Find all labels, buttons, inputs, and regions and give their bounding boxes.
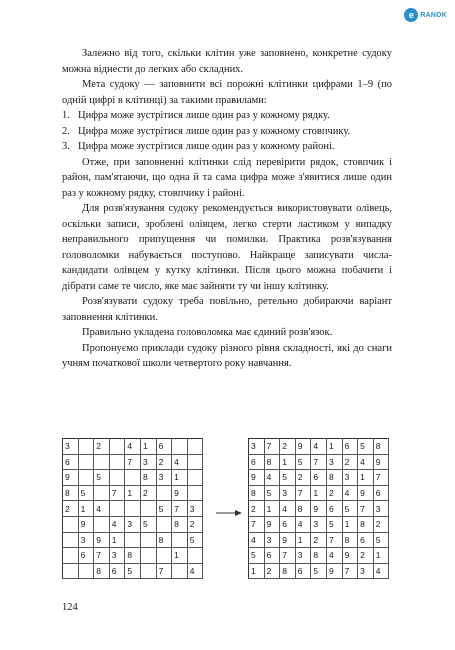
sudoku-cell: 8 <box>264 454 280 470</box>
sudoku-cell <box>78 454 94 470</box>
sudoku-cell: 1 <box>311 485 327 501</box>
rule-item <box>62 124 392 140</box>
sudoku-cell: 2 <box>63 501 79 517</box>
sudoku-cell: 2 <box>249 501 265 517</box>
sudoku-cell: 2 <box>264 563 280 579</box>
sudoku-cell: 4 <box>264 470 280 486</box>
sudoku-cell: 8 <box>140 470 156 486</box>
sudoku-cell <box>125 501 141 517</box>
sudoku-cell: 8 <box>172 516 188 532</box>
sudoku-cell: 4 <box>358 454 374 470</box>
sudoku-row <box>249 454 389 470</box>
sudoku-cell: 5 <box>342 501 358 517</box>
sudoku-cell: 7 <box>109 485 125 501</box>
sudoku-cell <box>187 485 203 501</box>
sudoku-cell: 2 <box>187 516 203 532</box>
sudoku-cell: 1 <box>249 563 265 579</box>
sudoku-row <box>249 563 389 579</box>
sudoku-cell: 2 <box>373 516 389 532</box>
sudoku-cell: 8 <box>326 470 342 486</box>
sudoku-cell: 4 <box>373 563 389 579</box>
sudoku-cell: 6 <box>249 454 265 470</box>
sudoku-cell <box>187 470 203 486</box>
sudoku-row <box>249 485 389 501</box>
sudoku-cell: 8 <box>94 563 110 579</box>
sudoku-cell: 9 <box>280 532 296 548</box>
sudoku-cell <box>172 439 188 455</box>
sudoku-cell: 8 <box>63 485 79 501</box>
sudoku-cell: 6 <box>295 563 311 579</box>
sudoku-cell: 7 <box>249 516 265 532</box>
sudoku-cell <box>78 563 94 579</box>
sudoku-cell: 2 <box>295 470 311 486</box>
sudoku-cell <box>140 548 156 564</box>
rule-number: 3. <box>62 141 70 152</box>
sudoku-puzzle-grid <box>62 438 203 579</box>
sudoku-cell: 1 <box>172 548 188 564</box>
sudoku-cell: 4 <box>280 501 296 517</box>
sudoku-cell: 6 <box>342 439 358 455</box>
sudoku-cell: 5 <box>264 485 280 501</box>
sudoku-cell <box>125 470 141 486</box>
logo-mark-icon: e <box>404 8 418 22</box>
sudoku-cell: 8 <box>156 532 172 548</box>
sudoku-cell: 6 <box>109 563 125 579</box>
sudoku-cell: 3 <box>109 548 125 564</box>
sudoku-cell: 3 <box>311 516 327 532</box>
sudoku-cell: 1 <box>326 439 342 455</box>
sudoku-cell: 9 <box>63 470 79 486</box>
sudoku-row <box>249 532 389 548</box>
sudoku-cell: 1 <box>78 501 94 517</box>
sudoku-cell: 4 <box>342 485 358 501</box>
sudoku-cell: 9 <box>373 454 389 470</box>
sudoku-cell: 5 <box>249 548 265 564</box>
sudoku-cell: 2 <box>140 485 156 501</box>
sudoku-cell: 5 <box>78 485 94 501</box>
sudoku-cell: 6 <box>373 485 389 501</box>
sudoku-cell: 4 <box>311 439 327 455</box>
sudoku-cell: 7 <box>94 548 110 564</box>
sudoku-cell: 7 <box>326 532 342 548</box>
rule-text: Цифра може зустрітися лише один раз у кожному стовпчику. <box>78 125 351 137</box>
sudoku-cell <box>140 532 156 548</box>
sudoku-cell <box>78 439 94 455</box>
sudoku-cell: 3 <box>295 548 311 564</box>
sudoku-cell <box>94 454 110 470</box>
rule-item <box>62 108 392 124</box>
sudoku-cell <box>140 563 156 579</box>
sudoku-cell: 7 <box>264 439 280 455</box>
sudoku-cell: 3 <box>264 532 280 548</box>
sudoku-cell: 9 <box>326 563 342 579</box>
sudoku-row <box>249 548 389 564</box>
rule-number: 1. <box>62 110 70 121</box>
sudoku-cell: 6 <box>280 516 296 532</box>
sudoku-cell: 8 <box>280 563 296 579</box>
sudoku-cell: 3 <box>187 501 203 517</box>
sudoku-cell: 7 <box>280 548 296 564</box>
sudoku-cell <box>172 532 188 548</box>
publisher-logo <box>404 8 447 22</box>
sudoku-cell: 3 <box>63 439 79 455</box>
sudoku-cell: 9 <box>358 485 374 501</box>
rules-list <box>62 108 392 155</box>
sudoku-cell <box>109 454 125 470</box>
sudoku-cell: 9 <box>311 501 327 517</box>
sudoku-cell: 8 <box>342 532 358 548</box>
sudoku-cell: 2 <box>156 454 172 470</box>
sudoku-row <box>249 439 389 455</box>
sudoku-cell <box>109 470 125 486</box>
sudoku-cell <box>78 470 94 486</box>
sudoku-cell <box>63 516 79 532</box>
sudoku-cell: 3 <box>280 485 296 501</box>
sudoku-cell: 8 <box>295 501 311 517</box>
sudoku-cell: 4 <box>187 563 203 579</box>
sudoku-cell: 7 <box>172 501 188 517</box>
sudoku-cell <box>187 454 203 470</box>
sudoku-cell: 5 <box>94 470 110 486</box>
sudoku-row <box>63 454 203 470</box>
sudoku-cell: 8 <box>125 548 141 564</box>
sudoku-cell: 5 <box>140 516 156 532</box>
sudoku-cell: 7 <box>125 454 141 470</box>
sudoku-cell <box>156 516 172 532</box>
sudoku-cell: 7 <box>373 470 389 486</box>
sudoku-cell: 3 <box>358 563 374 579</box>
sudoku-cell: 4 <box>326 548 342 564</box>
page-number: 124 <box>62 602 78 613</box>
sudoku-cell: 5 <box>156 501 172 517</box>
sudoku-row <box>63 532 203 548</box>
sudoku-cell: 5 <box>373 532 389 548</box>
sudoku-cell: 5 <box>295 454 311 470</box>
sudoku-cell <box>156 548 172 564</box>
sudoku-cell: 3 <box>373 501 389 517</box>
paragraph-intro: Залежно від того, скільки клітин уже заповнено, конкретне судоку можна віднести до легких або складних. <box>62 48 392 75</box>
sudoku-cell: 2 <box>94 439 110 455</box>
sudoku-cell: 8 <box>373 439 389 455</box>
right-arrow-icon <box>215 508 243 518</box>
sudoku-cell: 7 <box>358 501 374 517</box>
sudoku-cell: 5 <box>311 563 327 579</box>
sudoku-cell: 9 <box>342 548 358 564</box>
sudoku-row <box>63 485 203 501</box>
rule-text: Цифра може зустрітися лише один раз у кожному районі. <box>78 141 335 152</box>
sudoku-cell <box>63 532 79 548</box>
sudoku-cell: 9 <box>172 485 188 501</box>
sudoku-cell <box>109 439 125 455</box>
sudoku-cell: 6 <box>63 454 79 470</box>
sudoku-row <box>63 516 203 532</box>
sudoku-cell: 1 <box>125 485 141 501</box>
sudoku-cell: 1 <box>373 548 389 564</box>
paragraph-unique: Правильно укладена головоломка має єдиний розв'язок. <box>82 327 333 338</box>
sudoku-cell: 7 <box>295 485 311 501</box>
sudoku-cell: 7 <box>342 563 358 579</box>
sudoku-cell: 4 <box>125 439 141 455</box>
body-text <box>62 46 392 372</box>
sudoku-cell: 6 <box>156 439 172 455</box>
sudoku-cell <box>63 548 79 564</box>
sudoku-row <box>249 470 389 486</box>
sudoku-cell <box>109 501 125 517</box>
paragraph-slowly: Розв'язувати судоку треба повільно, ретельно добираючи варіант заповнення клітинки. <box>62 296 392 323</box>
sudoku-cell: 7 <box>311 454 327 470</box>
sudoku-cell: 4 <box>94 501 110 517</box>
sudoku-cell <box>156 485 172 501</box>
rule-number: 2. <box>62 125 70 137</box>
sudoku-cell: 8 <box>358 516 374 532</box>
sudoku-cell: 6 <box>326 501 342 517</box>
sudoku-cell: 9 <box>249 470 265 486</box>
sudoku-cell: 6 <box>358 532 374 548</box>
rule-text: Цифра може зустрітися лише один раз у кожному рядку. <box>78 110 330 121</box>
sudoku-row <box>63 548 203 564</box>
sudoku-cell: 3 <box>140 454 156 470</box>
sudoku-cell: 6 <box>264 548 280 564</box>
sudoku-cell: 3 <box>249 439 265 455</box>
sudoku-cell: 2 <box>326 485 342 501</box>
sudoku-row <box>63 439 203 455</box>
sudoku-cell: 1 <box>172 470 188 486</box>
sudoku-cell: 7 <box>156 563 172 579</box>
sudoku-cell: 1 <box>280 454 296 470</box>
sudoku-cell: 4 <box>109 516 125 532</box>
sudoku-cell: 1 <box>140 439 156 455</box>
sudoku-cell: 6 <box>78 548 94 564</box>
sudoku-cell: 5 <box>358 439 374 455</box>
sudoku-row <box>249 501 389 517</box>
paragraph-examples: Пропонуємо приклади судоку різного рівня складності, які до снаги учням початкової школи четвертого року навчання. <box>62 342 392 369</box>
sudoku-cell: 2 <box>280 439 296 455</box>
sudoku-cell: 1 <box>295 532 311 548</box>
sudoku-cell <box>172 563 188 579</box>
sudoku-cell: 3 <box>78 532 94 548</box>
sudoku-cell: 3 <box>342 470 358 486</box>
sudoku-cell: 5 <box>187 532 203 548</box>
sudoku-cell: 1 <box>109 532 125 548</box>
sudoku-row <box>63 563 203 579</box>
sudoku-cell: 3 <box>326 454 342 470</box>
sudoku-cell <box>94 516 110 532</box>
sudoku-cell: 1 <box>342 516 358 532</box>
paragraph-check: Отже, при заповненні клітинки слід перевірити рядок, стовпчик і район, пам'ятаючи, що одна й та сама цифра може з'явитися лише один раз у кожному рядку, стовпчику і районі. <box>62 156 392 199</box>
sudoku-cell: 6 <box>311 470 327 486</box>
sudoku-solution-grid <box>248 438 389 579</box>
sudoku-row <box>63 501 203 517</box>
sudoku-cell: 1 <box>358 470 374 486</box>
sudoku-cell <box>94 485 110 501</box>
sudoku-cell: 2 <box>342 454 358 470</box>
sudoku-cell <box>63 563 79 579</box>
sudoku-cell: 3 <box>125 516 141 532</box>
sudoku-cell <box>187 439 203 455</box>
sudoku-cell <box>187 548 203 564</box>
sudoku-cell: 5 <box>280 470 296 486</box>
sudoku-cell: 9 <box>264 516 280 532</box>
sudoku-cell: 9 <box>295 439 311 455</box>
sudoku-example <box>62 438 392 590</box>
sudoku-cell: 9 <box>94 532 110 548</box>
sudoku-cell: 8 <box>249 485 265 501</box>
sudoku-cell: 8 <box>311 548 327 564</box>
rule-item <box>62 139 392 155</box>
sudoku-cell: 9 <box>78 516 94 532</box>
sudoku-row <box>249 516 389 532</box>
sudoku-cell: 5 <box>326 516 342 532</box>
sudoku-cell: 4 <box>295 516 311 532</box>
sudoku-cell: 2 <box>358 548 374 564</box>
paragraph-pencil: Для розв'язування судоку рекомендується використовувати олівець, оскільки записи, зроблені олівцем, легко стерти ластиком у випадку неправильного припущення чи помилки. Практика розв'язування головоломки набувається поступово. Найкраще записувати числа-кандидати олівцем у кутку клітинки. Після цього можна побачити і дібрати саме те число, яке має зайняти ту чи іншу клітинку. <box>62 203 392 292</box>
sudoku-cell: 3 <box>156 470 172 486</box>
sudoku-cell <box>125 532 141 548</box>
sudoku-cell: 4 <box>249 532 265 548</box>
paragraph-goal: Мета судоку — заповнити всі порожні клітинки цифрами 1–9 (по одній цифрі в клітинці) за такими правилами: <box>62 79 392 106</box>
sudoku-row <box>63 470 203 486</box>
sudoku-cell: 4 <box>172 454 188 470</box>
sudoku-cell <box>140 501 156 517</box>
sudoku-cell: 1 <box>264 501 280 517</box>
sudoku-cell: 2 <box>311 532 327 548</box>
logo-text: RANOK <box>420 11 447 19</box>
sudoku-cell: 5 <box>125 563 141 579</box>
